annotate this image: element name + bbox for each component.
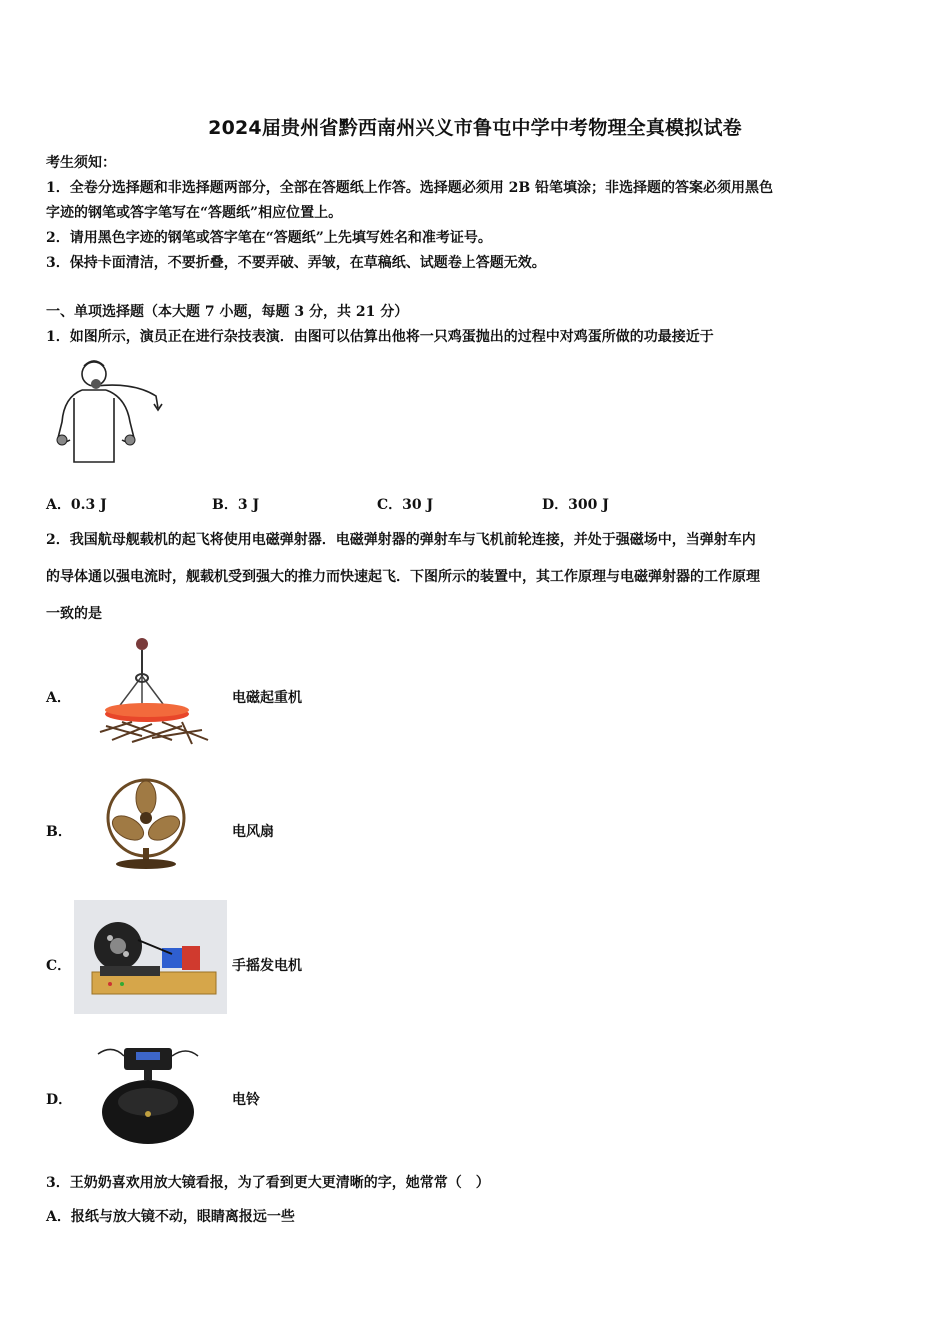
notice-line-1: 1．全卷分选择题和非选择题两部分，全部在答题纸上作答。选择题必须用 2B 铅笔填涂；非选择题的答案必须用黑色 [46,180,774,196]
q1-option-d[interactable]: D．300 J [542,497,609,513]
q2-choice-b-label: 电风扇 [232,824,274,840]
q2-choice-c-label: 手摇发电机 [232,958,302,974]
electromagnet-crane-image [92,636,214,748]
question-2-stem-line-1: 2．我国航母舰载机的起飞将使用电磁弹射器．电磁弹射器的弹射车与飞机前轮连接，并处于强磁场中，当弹射车内 [46,532,756,548]
juggler-figure [44,352,164,477]
notice-header: 考生须知： [46,155,116,171]
electric-bell-image [94,1040,202,1148]
notice-line-3: 2．请用黑色字迹的钢笔或答字笔在“答题纸”上先填写姓名和准考证号。 [46,230,492,246]
q1-option-b[interactable]: B．3 J [212,497,260,513]
q1-option-a[interactable]: A．0.3 J [46,497,107,513]
q2-choice-d-letter[interactable]: D． [46,1092,73,1108]
electric-fan-image [98,778,194,870]
q2-choice-b-letter[interactable]: B． [46,824,72,840]
q2-choice-c-letter[interactable]: C． [46,958,72,974]
hand-generator-image [74,900,227,1014]
question-1-stem: 1．如图所示，演员正在进行杂技表演．由图可以估算出他将一只鸡蛋抛出的过程中对鸡蛋所做的功最接近于 [46,329,714,345]
question-2-stem-line-3: 一致的是 [46,606,102,622]
notice-line-4: 3．保持卡面清洁，不要折叠，不要弄破、弄皱，在草稿纸、试题卷上答题无效。 [46,255,546,271]
q2-choice-a-letter[interactable]: A． [46,690,71,706]
q3-option-a[interactable]: A．报纸与放大镜不动，眼睛离报远一些 [46,1209,295,1225]
section-heading: 一、单项选择题（本大题 7 小题，每题 3 分，共 21 分） [46,304,409,320]
q1-option-c[interactable]: C．30 J [377,497,434,513]
question-2-stem-line-2: 的导体通以强电流时，舰载机受到强大的推力而快速起飞．下图所示的装置中，其工作原理与电磁弹射器的工作原理 [46,569,760,585]
notice-line-2: 字迹的钢笔或答字笔写在“答题纸”相应位置上。 [46,205,343,221]
q2-choice-a-label: 电磁起重机 [232,690,302,706]
question-3-stem: 3．王奶奶喜欢用放大镜看报，为了看到更大更清晰的字，她常常（ ） [46,1175,490,1191]
page-title: 2024届贵州省黔西南州兴义市鲁屯中学中考物理全真模拟试卷 [208,117,742,139]
q2-choice-d-label: 电铃 [232,1092,260,1108]
